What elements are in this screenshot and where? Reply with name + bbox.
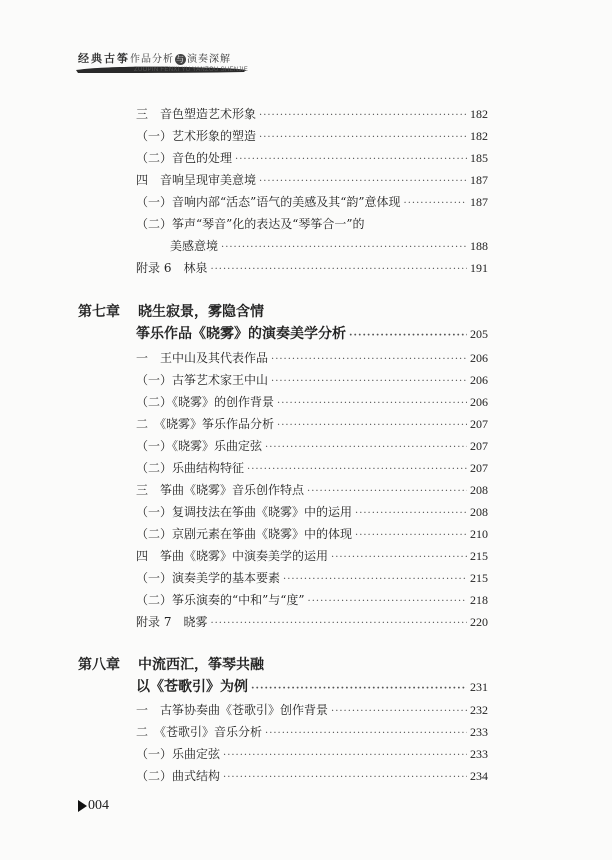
toc-entry-page: 208 [470,505,488,519]
toc-entry-page: 182 [470,129,488,143]
toc-entry-page: 188 [470,239,488,253]
toc-entry-label: 三 筝曲《晓雾》音乐创作特点 [136,483,305,497]
toc-entry-page: 215 [470,571,488,585]
triangle-marker-icon [78,800,87,812]
toc-leader-dots [271,352,467,368]
toc-entry-label: （二）《晓雾》的创作背景 [136,395,275,409]
toc-entry-page: 182 [470,107,488,121]
chapter-title: 晓生寂景，雾隐含情 [138,304,264,320]
toc-entry[interactable] [136,526,488,544]
toc-entry-page: 206 [470,351,488,365]
toc-entry[interactable] [136,394,488,412]
toc-entry[interactable] [136,172,488,190]
toc-entry-label: （二）筝声“琴音”化的表达及“琴筝合一”的 [136,217,365,231]
toc-entry-page: 232 [470,703,488,717]
toc-leader-dots [355,506,467,522]
toc-entry[interactable] [136,150,488,168]
toc-leader-dots [247,462,467,478]
chapter-subtitle: 筝乐作品《晓雾》的演奏美学分析 [136,326,346,342]
toc-leader-dots [210,262,467,278]
toc-leader-dots [307,484,467,500]
toc-entry-label: （一）复调技法在筝曲《晓雾》中的运用 [136,505,353,519]
toc-leader-dots [265,440,467,456]
toc-entry-label: （二）筝乐演奏的“中和”与“度” [136,593,305,607]
toc-leader-dots [265,726,467,742]
toc-entry-label: （一）艺术形象的塑造 [136,129,257,143]
toc-leader-dots [349,328,467,344]
chapter-subtitle-entry[interactable] [136,679,488,697]
book-title-part: 经典古筝 [78,52,130,65]
toc-entry-label: （二）乐曲结构特征 [136,461,245,475]
toc-leader-dots [331,704,467,720]
toc-entry-page: 233 [470,747,488,761]
toc-entry[interactable] [136,128,488,146]
toc-entry[interactable] [136,724,488,742]
toc-leader-dots [210,616,467,632]
toc-leader-dots [221,240,467,256]
toc-entry-page: 191 [470,261,488,275]
chapter-number: 第八章 [78,657,120,673]
toc-leader-dots [259,174,467,190]
toc-entry-label: （二）京剧元素在筝曲《晓雾》中的体现 [136,527,353,541]
toc-entry-page: 233 [470,725,488,739]
toc-leader-dots [404,196,467,212]
toc-leader-dots [355,528,467,544]
book-title-part: 演奏深解 [187,54,231,65]
toc-leader-dots [223,748,467,764]
toc-entry-page: 206 [470,373,488,387]
book-title-pinyin: ZUOPIN FENXI YU YANZOU SHENJIE [134,67,249,73]
toc-entry-label: （二）曲式结构 [136,769,221,783]
toc-entry-label: 美感意境 [170,239,219,253]
toc-entry[interactable] [136,216,488,232]
toc-entry[interactable] [136,460,488,478]
toc-leader-dots [271,374,467,390]
toc-entry-label: （一）乐曲定弦 [136,747,221,761]
chapter-subtitle: 以《苍歌引》为例 [136,679,248,695]
toc-entry[interactable] [136,768,488,786]
toc-entry-page: 231 [470,680,488,694]
toc-leader-dots [251,681,467,697]
toc-entry[interactable] [136,372,488,390]
chapter-heading[interactable] [78,656,264,674]
toc-entry-label: （二）音色的处理 [136,151,233,165]
toc-entry-page: 234 [470,769,488,783]
chapter-subtitle-entry[interactable] [136,326,488,344]
toc-entry-page: 206 [470,395,488,409]
toc-entry-page: 207 [470,417,488,431]
toc-entry-label: 一 古筝协奏曲《苍歌引》创作背景 [136,703,329,717]
toc-entry-label: （一）古筝艺术家王中山 [136,373,269,387]
toc-entry[interactable] [170,238,488,256]
toc-leader-dots [308,594,467,610]
toc-entry[interactable] [136,482,488,500]
toc-entry[interactable] [136,194,488,212]
book-title-joiner: 与 [176,55,185,64]
toc-entry[interactable] [136,592,488,610]
toc-leader-dots [259,130,467,146]
toc-leader-dots [277,396,467,412]
toc-leader-dots [283,572,467,588]
toc-leader-dots [277,418,467,434]
toc-entry[interactable] [136,548,488,566]
chapter-title: 中流西汇，筝琴共融 [138,657,264,673]
toc-entry[interactable] [136,614,488,632]
toc-entry[interactable] [136,570,488,588]
toc-entry-page: 185 [470,151,488,165]
toc-entry-page: 208 [470,483,488,497]
toc-entry-page: 215 [470,549,488,563]
toc-entry[interactable] [136,106,488,124]
toc-entry[interactable] [136,746,488,764]
toc-entry-label: 附录 7 晓雾 [136,615,208,629]
page-number: 004 [88,798,109,813]
toc-entry-page: 207 [470,439,488,453]
toc-entry-label: 二 《晓雾》筝乐作品分析 [136,417,275,431]
toc-entry[interactable] [136,438,488,456]
toc-entry[interactable] [136,504,488,522]
toc-entry-label: 附录 6 林泉 [136,261,208,275]
toc-entry-label: （一）演奏美学的基本要素 [136,571,281,585]
toc-entry-label: 二 《苍歌引》音乐分析 [136,725,263,739]
toc-entry[interactable] [136,416,488,434]
chapter-number: 第七章 [78,304,120,320]
toc-entry-page: 210 [470,527,488,541]
toc-entry-page: 220 [470,615,488,629]
toc-entry-label: 四 音响呈现审美意境 [136,173,257,187]
toc-entry[interactable] [136,260,488,278]
toc-leader-dots [259,108,467,124]
toc-entry[interactable] [136,350,488,368]
toc-entry[interactable] [136,702,488,720]
book-title-part: 作品分析 [130,54,174,65]
toc-entry-page: 218 [470,593,488,607]
toc-leader-dots [331,550,467,566]
toc-entry-page: 187 [470,173,488,187]
page-footer [78,798,109,814]
toc-entry-page: 205 [470,327,488,341]
toc-entry-label: （一）《晓雾》乐曲定弦 [136,439,263,453]
toc-entry-label: 一 王中山及其代表作品 [136,351,269,365]
toc-leader-dots [235,152,467,168]
toc-leader-dots [223,770,467,786]
chapter-heading[interactable] [78,303,264,321]
toc-entry-label: （一）音响内部“活态”语气的美感及其“韵”意体现 [136,195,401,209]
toc-entry-page: 207 [470,461,488,475]
toc-entry-label: 四 筝曲《晓雾》中演奏美学的运用 [136,549,329,563]
toc-entry-label: 三 音色塑造艺术形象 [136,107,257,121]
toc-entry-page: 187 [470,195,488,209]
